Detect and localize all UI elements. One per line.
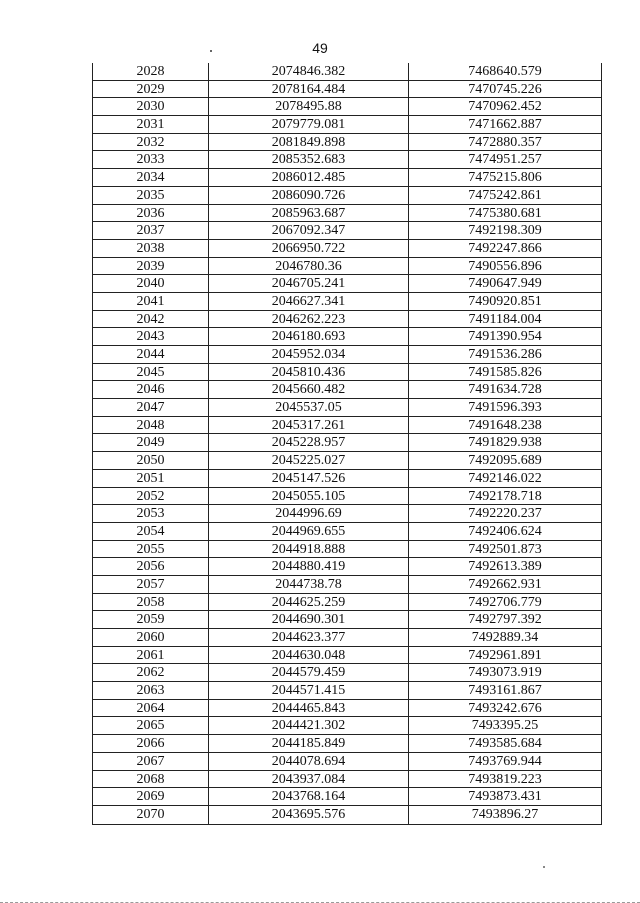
point-number-cell: 2051 bbox=[93, 470, 209, 487]
page-number: 49 bbox=[312, 40, 328, 56]
x-coordinate-cell: 2045055.105 bbox=[209, 488, 409, 505]
y-coordinate-cell: 7492662.931 bbox=[468, 576, 542, 592]
table-row bbox=[93, 541, 601, 559]
y-coordinate-cell: 7492406.624 bbox=[468, 523, 542, 539]
table-row bbox=[93, 717, 601, 735]
y-coordinate-cell: 7468640.579 bbox=[468, 64, 542, 79]
point-number-cell: 2053 bbox=[93, 505, 209, 522]
coordinates-table bbox=[92, 63, 602, 825]
table-row bbox=[93, 558, 601, 576]
x-coordinate-cell: 2044690.301 bbox=[209, 611, 409, 628]
point-number-cell: 2069 bbox=[93, 788, 209, 805]
x-coordinate-cell: 2045537.05 bbox=[209, 399, 409, 416]
table-row bbox=[93, 771, 601, 789]
y-coordinate-cell: 7493242.676 bbox=[468, 700, 542, 716]
table-row bbox=[93, 151, 601, 169]
y-coordinate-cell: 7493073.919 bbox=[468, 665, 542, 681]
x-coordinate-cell: 2074846.382 bbox=[209, 63, 409, 80]
table-row bbox=[93, 240, 601, 258]
y-coordinate-cell: 7493395.25 bbox=[471, 718, 539, 734]
x-coordinate-cell: 2045147.526 bbox=[209, 470, 409, 487]
table-row bbox=[93, 470, 601, 488]
x-coordinate-cell: 2044579.459 bbox=[209, 664, 409, 681]
x-coordinate-cell: 2046705.241 bbox=[209, 275, 409, 292]
y-coordinate-cell: 7491648.238 bbox=[468, 417, 542, 433]
x-coordinate-cell: 2046627.341 bbox=[209, 293, 409, 310]
point-number-cell: 2057 bbox=[93, 576, 209, 593]
x-coordinate-cell: 2044918.888 bbox=[209, 541, 409, 558]
y-coordinate-cell: 7491829.938 bbox=[468, 435, 542, 451]
point-number-cell: 2068 bbox=[93, 771, 209, 788]
x-coordinate-cell: 2044185.849 bbox=[209, 735, 409, 752]
table-row bbox=[93, 187, 601, 205]
x-coordinate-cell: 2086012.485 bbox=[209, 169, 409, 186]
x-coordinate-cell: 2046180.693 bbox=[209, 328, 409, 345]
y-coordinate-cell: 7491536.286 bbox=[468, 347, 542, 362]
table-row bbox=[93, 258, 601, 276]
table-row bbox=[93, 81, 601, 99]
point-number-cell: 2035 bbox=[93, 187, 209, 204]
table-row bbox=[93, 735, 601, 753]
y-coordinate-cell: 7492178.718 bbox=[468, 488, 542, 504]
table-row bbox=[93, 629, 601, 647]
point-number-cell: 2060 bbox=[93, 629, 209, 646]
y-coordinate-cell: 7490920.851 bbox=[468, 293, 542, 309]
table-row bbox=[93, 611, 601, 629]
y-coordinate-cell: 7492146.022 bbox=[468, 470, 542, 486]
y-coordinate-cell: 7470745.226 bbox=[468, 81, 542, 97]
y-coordinate-cell: 7493873.431 bbox=[468, 789, 542, 805]
x-coordinate-cell: 2044738.78 bbox=[209, 576, 409, 593]
x-coordinate-cell: 2045952.034 bbox=[209, 346, 409, 363]
table-row bbox=[93, 311, 601, 329]
y-coordinate-cell: 7475380.681 bbox=[468, 205, 542, 221]
table-row bbox=[93, 806, 601, 824]
x-coordinate-cell: 2044969.655 bbox=[209, 523, 409, 540]
x-coordinate-cell: 2045810.436 bbox=[209, 364, 409, 381]
y-coordinate-cell: 7492220.237 bbox=[468, 506, 542, 522]
point-number-cell: 2038 bbox=[93, 240, 209, 257]
table-row bbox=[93, 488, 601, 506]
x-coordinate-cell: 2043937.084 bbox=[209, 771, 409, 788]
table-row bbox=[93, 452, 601, 470]
point-number-cell: 2033 bbox=[93, 151, 209, 168]
y-coordinate-cell: 7492501.873 bbox=[468, 541, 542, 557]
y-coordinate-cell: 7470962.452 bbox=[468, 99, 542, 115]
point-number-cell: 2059 bbox=[93, 611, 209, 628]
table-row bbox=[93, 664, 601, 682]
table-row bbox=[93, 222, 601, 240]
point-number-cell: 2063 bbox=[93, 682, 209, 699]
point-number-cell: 2039 bbox=[93, 258, 209, 275]
point-number-cell: 2055 bbox=[93, 541, 209, 558]
y-coordinate-cell: 7492706.779 bbox=[468, 594, 542, 610]
y-coordinate-cell: 7493769.944 bbox=[468, 753, 542, 769]
x-coordinate-cell: 2043695.576 bbox=[209, 806, 409, 824]
point-number-cell: 2032 bbox=[93, 134, 209, 151]
y-coordinate-cell: 7491585.826 bbox=[468, 364, 542, 380]
x-coordinate-cell: 2078495.88 bbox=[209, 98, 409, 115]
table-row bbox=[93, 647, 601, 665]
y-coordinate-cell: 7492961.891 bbox=[468, 647, 542, 663]
point-number-cell: 2040 bbox=[93, 275, 209, 292]
y-coordinate-cell: 7490556.896 bbox=[468, 258, 542, 274]
table-row bbox=[93, 134, 601, 152]
table-row bbox=[93, 293, 601, 311]
scan-speck bbox=[210, 50, 212, 52]
table-row bbox=[93, 63, 601, 81]
y-coordinate-cell: 7471662.887 bbox=[468, 117, 542, 133]
y-coordinate-cell: 7472880.357 bbox=[468, 134, 542, 150]
table-row bbox=[93, 399, 601, 417]
y-coordinate-cell: 7475242.861 bbox=[468, 187, 542, 203]
point-number-cell: 2050 bbox=[93, 452, 209, 469]
table-row bbox=[93, 116, 601, 134]
y-coordinate-cell: 7492797.392 bbox=[468, 612, 542, 628]
table-row bbox=[93, 788, 601, 806]
point-number-cell: 2044 bbox=[93, 346, 209, 363]
table-row bbox=[93, 417, 601, 435]
x-coordinate-cell: 2046262.223 bbox=[209, 311, 409, 328]
point-number-cell: 2045 bbox=[93, 364, 209, 381]
point-number-cell: 2054 bbox=[93, 523, 209, 540]
x-coordinate-cell: 2044630.048 bbox=[209, 647, 409, 664]
point-number-cell: 2048 bbox=[93, 417, 209, 434]
y-coordinate-cell: 7491596.393 bbox=[468, 400, 542, 416]
point-number-cell: 2061 bbox=[93, 647, 209, 664]
x-coordinate-cell: 2044996.69 bbox=[209, 505, 409, 522]
y-coordinate-cell: 7475215.806 bbox=[468, 170, 542, 186]
point-number-cell: 2064 bbox=[93, 700, 209, 717]
point-number-cell: 2056 bbox=[93, 558, 209, 575]
x-coordinate-cell: 2044571.415 bbox=[209, 682, 409, 699]
table-row bbox=[93, 275, 601, 293]
point-number-cell: 2029 bbox=[93, 81, 209, 98]
point-number-cell: 2041 bbox=[93, 293, 209, 310]
x-coordinate-cell: 2081849.898 bbox=[209, 134, 409, 151]
y-coordinate-cell: 7493819.223 bbox=[468, 771, 542, 787]
point-number-cell: 2034 bbox=[93, 169, 209, 186]
x-coordinate-cell: 2044465.843 bbox=[209, 700, 409, 717]
y-coordinate-cell: 7492198.309 bbox=[468, 223, 542, 239]
table-row bbox=[93, 98, 601, 116]
y-coordinate-cell: 7492613.389 bbox=[468, 559, 542, 575]
x-coordinate-cell: 2045225.027 bbox=[209, 452, 409, 469]
x-coordinate-cell: 2043768.164 bbox=[209, 788, 409, 805]
x-coordinate-cell: 2045228.957 bbox=[209, 434, 409, 451]
scan-speck bbox=[543, 866, 545, 868]
point-number-cell: 2070 bbox=[93, 806, 209, 824]
point-number-cell: 2046 bbox=[93, 381, 209, 398]
y-coordinate-cell: 7490647.949 bbox=[468, 276, 542, 292]
x-coordinate-cell: 2044625.259 bbox=[209, 594, 409, 611]
y-coordinate-cell: 7493161.867 bbox=[468, 683, 542, 699]
table-row bbox=[93, 753, 601, 771]
point-number-cell: 2043 bbox=[93, 328, 209, 345]
x-coordinate-cell: 2044078.694 bbox=[209, 753, 409, 770]
table-row bbox=[93, 434, 601, 452]
point-number-cell: 2037 bbox=[93, 222, 209, 239]
point-number-cell: 2028 bbox=[93, 63, 209, 80]
y-coordinate-cell: 7491390.954 bbox=[468, 329, 542, 345]
x-coordinate-cell: 2046780.36 bbox=[209, 258, 409, 275]
table-row bbox=[93, 523, 601, 541]
table-row bbox=[93, 169, 601, 187]
point-number-cell: 2036 bbox=[93, 205, 209, 222]
point-number-cell: 2049 bbox=[93, 434, 209, 451]
y-coordinate-cell: 7492889.34 bbox=[471, 630, 539, 645]
point-number-cell: 2066 bbox=[93, 735, 209, 752]
y-coordinate-cell: 7491184.004 bbox=[468, 311, 542, 327]
table-row bbox=[93, 381, 601, 399]
table-row bbox=[93, 576, 601, 594]
x-coordinate-cell: 2085352.683 bbox=[209, 151, 409, 168]
y-coordinate-cell: 7491634.728 bbox=[468, 382, 542, 398]
table-row bbox=[93, 205, 601, 223]
x-coordinate-cell: 2066950.722 bbox=[209, 240, 409, 257]
point-number-cell: 2031 bbox=[93, 116, 209, 133]
x-coordinate-cell: 2044880.419 bbox=[209, 558, 409, 575]
x-coordinate-cell: 2044421.302 bbox=[209, 717, 409, 734]
point-number-cell: 2030 bbox=[93, 98, 209, 115]
y-coordinate-cell: 7492095.689 bbox=[468, 453, 542, 469]
table-row bbox=[93, 505, 601, 523]
y-coordinate-cell: 7493896.27 bbox=[471, 806, 539, 822]
table-row bbox=[93, 594, 601, 612]
x-coordinate-cell: 2045317.261 bbox=[209, 417, 409, 434]
table-row bbox=[93, 328, 601, 346]
point-number-cell: 2058 bbox=[93, 594, 209, 611]
table-row bbox=[93, 346, 601, 364]
point-number-cell: 2042 bbox=[93, 311, 209, 328]
x-coordinate-cell: 2067092.347 bbox=[209, 222, 409, 239]
table-row bbox=[93, 682, 601, 700]
table-row bbox=[93, 700, 601, 718]
point-number-cell: 2067 bbox=[93, 753, 209, 770]
point-number-cell: 2047 bbox=[93, 399, 209, 416]
y-coordinate-cell: 7493585.684 bbox=[468, 736, 542, 752]
point-number-cell: 2062 bbox=[93, 664, 209, 681]
y-coordinate-cell: 7474951.257 bbox=[468, 152, 542, 168]
y-coordinate-cell: 7492247.866 bbox=[468, 240, 542, 256]
point-number-cell: 2052 bbox=[93, 488, 209, 505]
x-coordinate-cell: 2079779.081 bbox=[209, 116, 409, 133]
x-coordinate-cell: 2045660.482 bbox=[209, 381, 409, 398]
x-coordinate-cell: 2085963.687 bbox=[209, 205, 409, 222]
x-coordinate-cell: 2086090.726 bbox=[209, 187, 409, 204]
x-coordinate-cell: 2044623.377 bbox=[209, 629, 409, 646]
x-coordinate-cell: 2078164.484 bbox=[209, 81, 409, 98]
table-row bbox=[93, 364, 601, 382]
point-number-cell: 2065 bbox=[93, 717, 209, 734]
